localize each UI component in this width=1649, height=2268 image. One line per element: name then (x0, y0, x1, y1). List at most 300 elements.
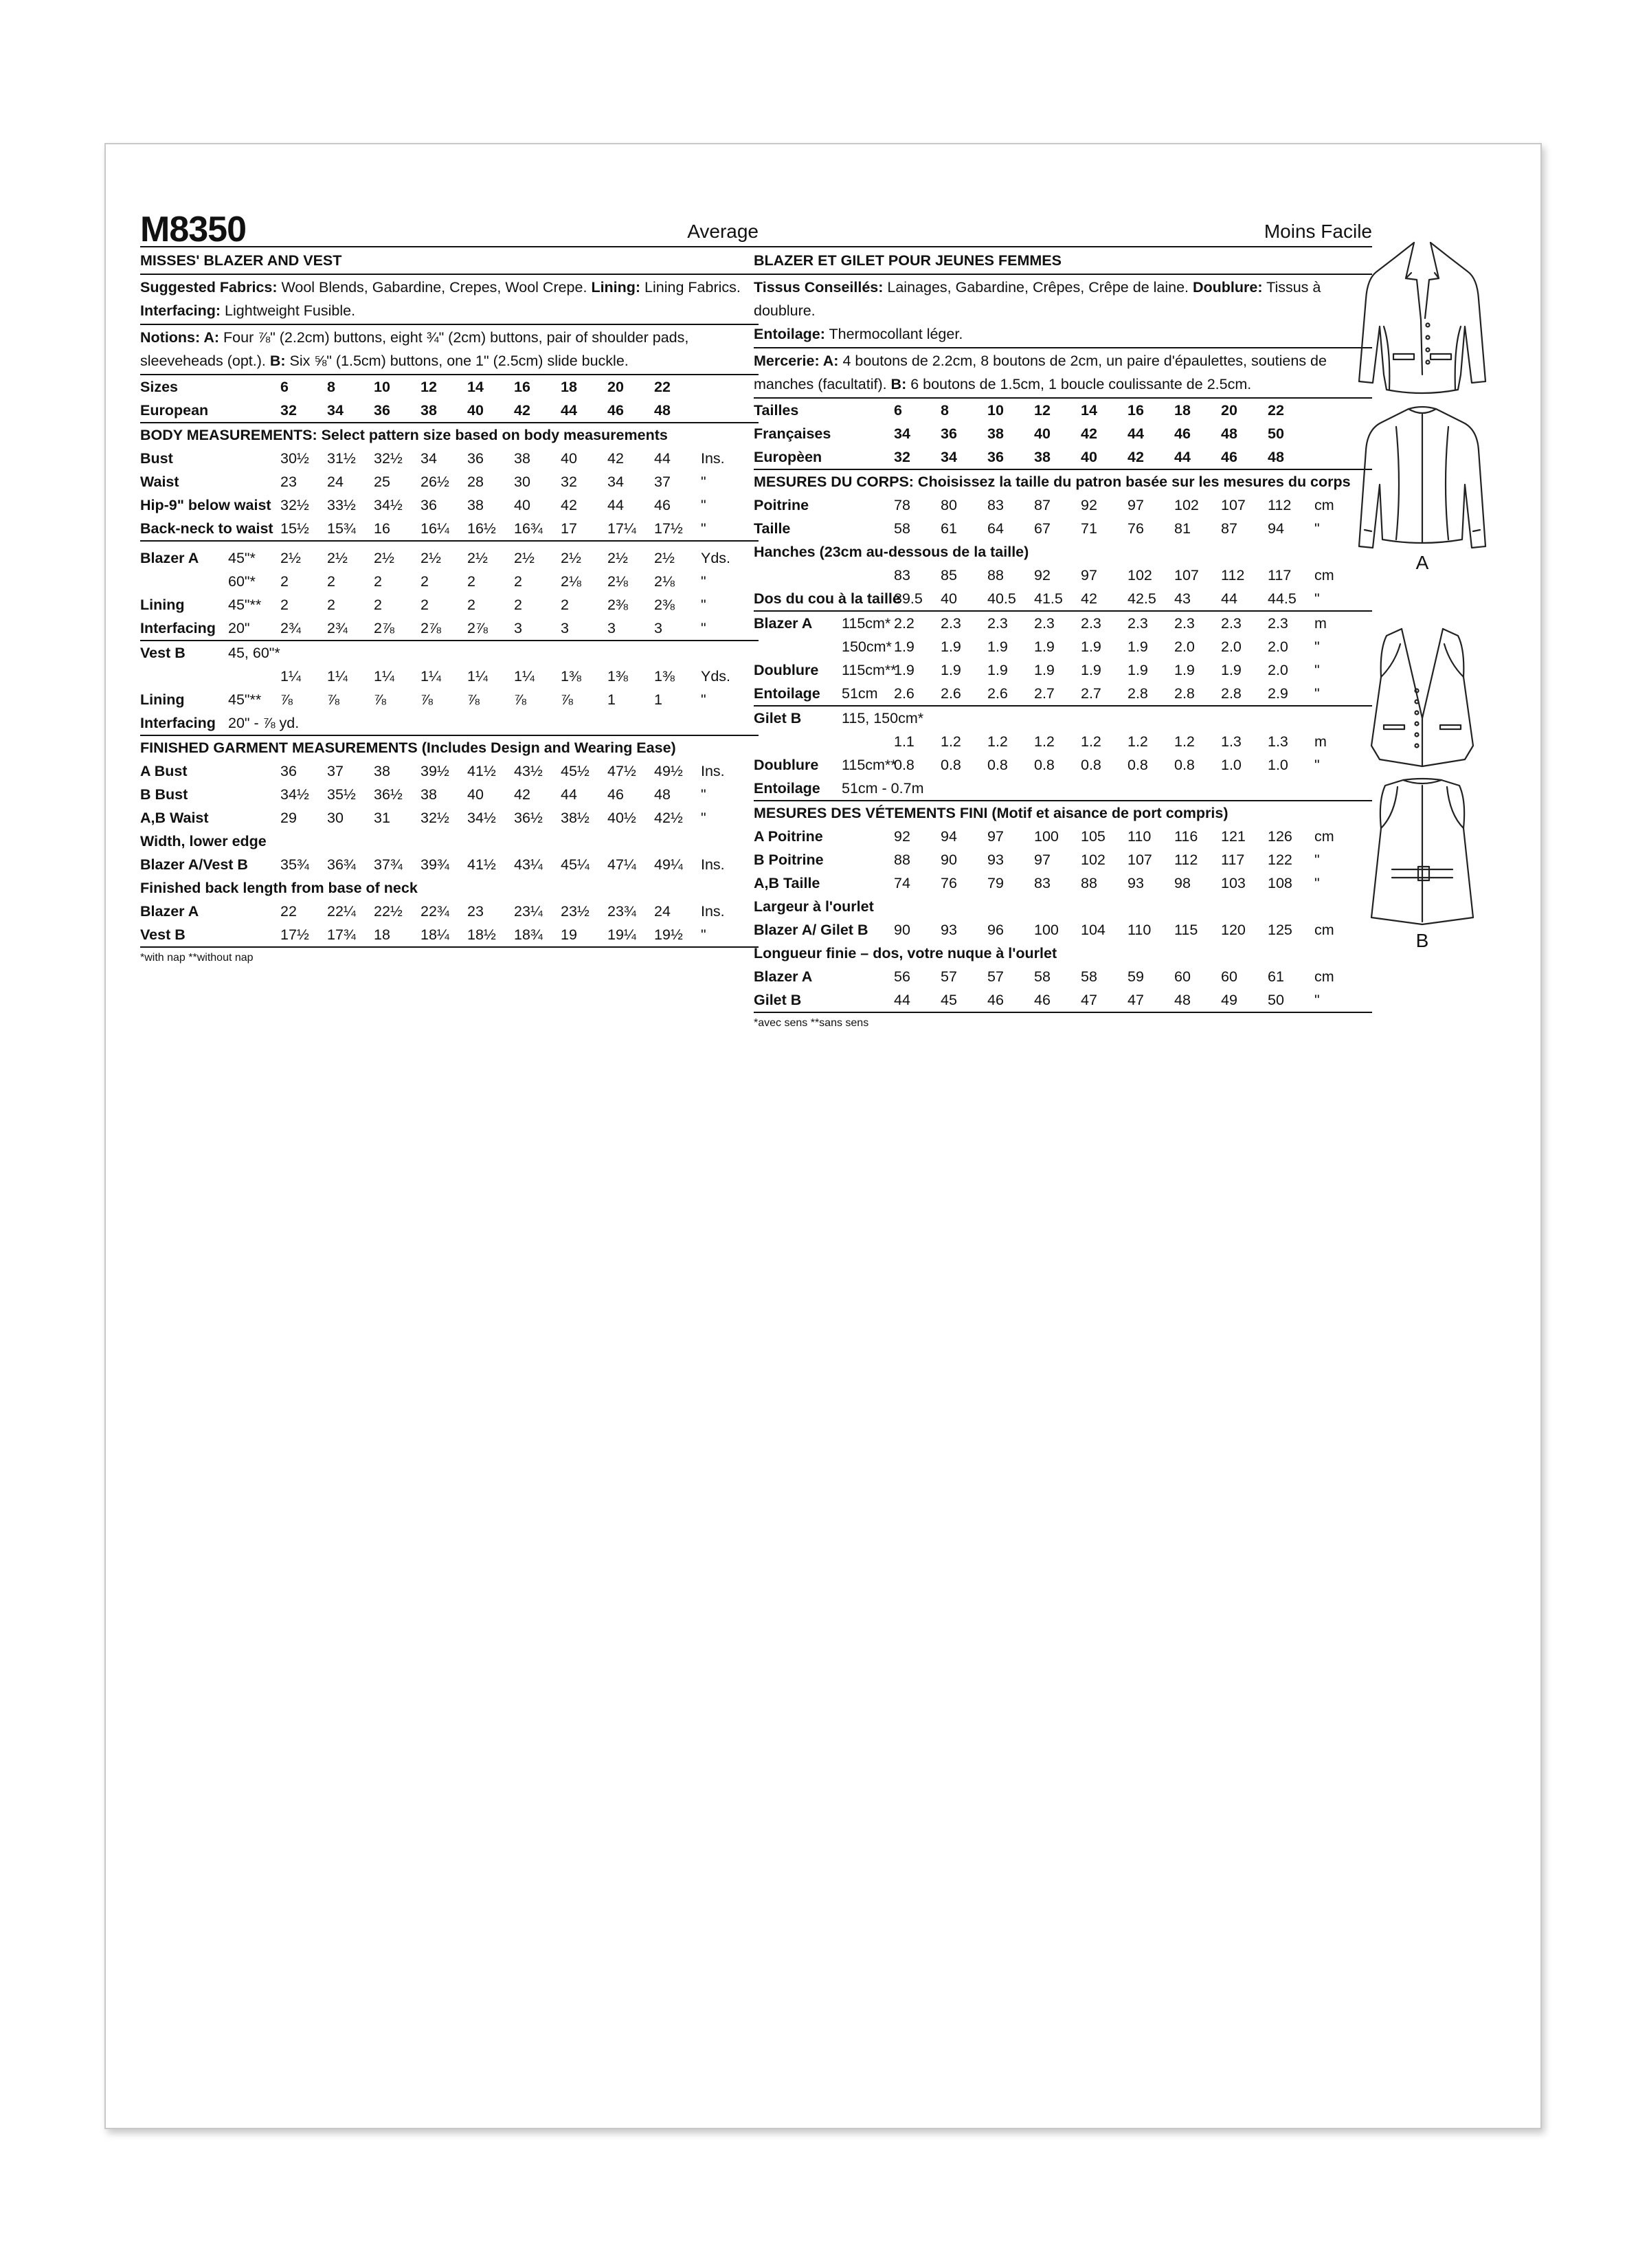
fabric-width (842, 493, 894, 517)
value-cell: 44 (561, 786, 577, 803)
fabric-width: 45"* (228, 550, 256, 566)
value-cell (987, 777, 1034, 801)
value-cell: 83 (1034, 875, 1051, 891)
value-cell (327, 641, 374, 665)
value-cell: 1.9 (1081, 662, 1101, 678)
measurement-row (140, 493, 759, 517)
row-label: Françaises (754, 425, 831, 442)
row-label (754, 635, 842, 658)
value-cell: 115 (1174, 922, 1198, 938)
fabric-width: 115cm** (842, 757, 897, 773)
value-cell: 16 (374, 520, 390, 537)
value-cell: 117 (1221, 852, 1245, 868)
unit-cell: Yds. (701, 550, 731, 566)
value-cell: 40 (467, 402, 484, 419)
value-cell: 36 (420, 497, 437, 513)
value-cell: 45¼ (561, 856, 590, 873)
value-cell: 2.6 (941, 685, 961, 702)
notions-b-lead: B: (269, 353, 286, 369)
value-cell: 1¼ (514, 668, 535, 685)
value-cell: 1¼ (327, 668, 348, 685)
value-cell: 2.6 (894, 685, 915, 702)
measurement-row (140, 759, 759, 783)
value-cell: 35½ (327, 786, 356, 803)
value-cell: 2.3 (1221, 615, 1242, 632)
value-cell (1174, 706, 1221, 730)
measurement-row (140, 593, 759, 616)
unit-cell: m (1314, 733, 1327, 750)
value-cell: 76 (1128, 520, 1144, 537)
value-cell: 36 (374, 402, 390, 419)
unit-cell: " (1314, 590, 1320, 607)
lining-lead: Doublure: (1193, 279, 1263, 296)
value-cell: 36 (941, 425, 957, 442)
suggested-fabrics (140, 276, 759, 299)
value-cell: 87 (1221, 520, 1237, 537)
measurement-row (754, 587, 1372, 611)
value-cell: 40.5 (987, 590, 1016, 607)
row-label: Sizes (140, 379, 178, 395)
blazer-a-back-drawing (1359, 407, 1485, 548)
english-column (140, 210, 759, 967)
value-cell: 41.5 (1034, 590, 1063, 607)
value-cell: 100 (1034, 828, 1059, 845)
measurement-row (140, 665, 759, 688)
value-cell: 2 (280, 573, 289, 590)
row-label: Blazer A (140, 903, 199, 920)
value-cell (514, 711, 561, 735)
measurement-row (754, 730, 1372, 753)
vest-yardage-group (140, 641, 759, 735)
row-label: Doublure (754, 757, 819, 773)
value-cell (654, 711, 701, 735)
row-label: Tailles (754, 402, 799, 419)
value-cell: 0.8 (894, 757, 915, 773)
unit-cell: " (1314, 685, 1320, 702)
value-cell: ⅞ (420, 691, 433, 708)
value-cell: 97 (987, 828, 1004, 845)
fabric-width (228, 399, 280, 423)
value-cell: 34 (607, 474, 624, 490)
value-cell: 41½ (467, 856, 496, 873)
value-cell: 23 (280, 474, 297, 490)
measurement-row (754, 895, 1372, 918)
value-cell: 1.9 (1081, 638, 1101, 655)
measurement-table (140, 375, 759, 948)
value-cell: 102 (1128, 567, 1152, 583)
value-cell: 30 (327, 810, 344, 826)
row-label: Largeur à l'ourlet (754, 898, 874, 915)
interfacing-info (140, 299, 759, 322)
value-cell: 12 (420, 379, 437, 395)
value-cell: 40 (1081, 449, 1097, 465)
value-cell: 17¼ (607, 520, 636, 537)
value-cell: 102 (1081, 852, 1106, 868)
value-cell: 44.5 (1268, 590, 1297, 607)
value-cell: 38 (987, 425, 1004, 442)
notions-text: Four ⅞" (2.2cm) buttons, eight ¾" (2cm) buttons, pair of shoulder pads, sleeveheads (opt.). (140, 329, 689, 369)
lining-text: Lining Fabrics. (640, 279, 741, 296)
value-cell: 87 (1034, 497, 1051, 513)
value-cell: 81 (1174, 520, 1191, 537)
value-cell: 78 (894, 497, 910, 513)
fabric-width (228, 923, 280, 947)
unit-cell: " (1314, 852, 1320, 868)
value-cell: 42½ (654, 810, 683, 826)
value-cell: 17½ (280, 926, 309, 943)
row-label: Europèen (754, 449, 822, 465)
notions-b-text: Six ⅝" (1.5cm) buttons, one 1" (2.5cm) slide buckle. (285, 353, 629, 369)
value-cell: 93 (987, 852, 1004, 868)
value-cell: 48 (654, 786, 671, 803)
fabric-width: 60"* (228, 573, 256, 590)
value-cell: ⅞ (327, 691, 339, 708)
header-row (140, 210, 759, 249)
value-cell: 37 (654, 474, 671, 490)
fabric-width: 150cm* (842, 638, 892, 655)
unit-cell (701, 375, 759, 399)
value-cell: 110 (1128, 922, 1152, 938)
value-cell (1268, 706, 1314, 730)
value-cell: 20 (1221, 402, 1237, 419)
value-cell: 108 (1268, 875, 1292, 891)
measurement-row (754, 635, 1372, 658)
unit-cell (701, 641, 759, 665)
measurement-row (754, 825, 1372, 848)
value-cell (1128, 777, 1174, 801)
value-cell: 88 (987, 567, 1004, 583)
value-cell: 2.3 (1268, 615, 1288, 632)
row-label (754, 730, 842, 753)
value-cell: 2½ (607, 550, 628, 566)
value-cell: 46 (987, 992, 1004, 1008)
fabric-width: 45, 60"* (228, 645, 280, 661)
value-cell (987, 706, 1034, 730)
value-cell: 1⅜ (561, 668, 581, 685)
value-cell: 2⅜ (654, 597, 675, 613)
value-cell: 112 (1174, 852, 1198, 868)
value-cell: 112 (1221, 567, 1245, 583)
value-cell: 79 (987, 875, 1004, 891)
measurement-row (140, 923, 759, 947)
value-cell: 3 (607, 620, 616, 636)
fabrics-lead: Suggested Fabrics: (140, 279, 278, 296)
value-cell: 1.2 (1034, 733, 1055, 750)
value-cell: 44 (1221, 590, 1237, 607)
value-cell: 102 (1174, 497, 1199, 513)
measurement-row (140, 853, 759, 876)
value-cell: 1.9 (894, 638, 915, 655)
value-cell: 83 (987, 497, 1004, 513)
unit-cell: " (701, 810, 706, 826)
value-cell (1034, 777, 1081, 801)
value-cell: 2⅞ (467, 620, 488, 636)
measurement-row (754, 540, 1372, 564)
row-label: Blazer A (754, 615, 813, 632)
fabric-width: 45"** (228, 691, 262, 708)
value-cell: 18 (561, 379, 577, 395)
value-cell: 1.9 (1174, 662, 1195, 678)
measurement-row (140, 570, 759, 593)
measurement-row (140, 546, 759, 570)
row-label: B Bust (140, 786, 188, 803)
fabric-width: 20" - ⅞ yd. (228, 715, 300, 731)
figure-label-b: B (1415, 930, 1429, 951)
value-cell: ⅞ (514, 691, 526, 708)
value-cell: 42 (607, 450, 624, 467)
measurement-row (754, 682, 1372, 706)
unit-cell: " (701, 691, 706, 708)
value-cell: 18½ (467, 926, 496, 943)
value-cell: 2⅜ (607, 597, 628, 613)
value-cell: 14 (467, 379, 484, 395)
value-cell: 43½ (514, 763, 543, 779)
value-cell (1268, 777, 1314, 801)
row-label: Width, lower edge (140, 833, 267, 849)
row-label: Hanches (23cm au-dessous de la taille) (754, 544, 1029, 560)
unit-cell: " (1314, 662, 1320, 678)
measurement-table (754, 399, 1372, 1013)
value-cell: 41½ (467, 763, 496, 779)
value-cell: 2 (467, 597, 475, 613)
row-label: Lining (140, 597, 185, 613)
notions-info (140, 325, 759, 375)
value-cell: 48 (1174, 992, 1191, 1008)
value-cell: 43¼ (514, 856, 543, 873)
value-cell: 1.2 (1128, 733, 1148, 750)
measurement-row (140, 616, 759, 641)
value-cell (374, 711, 420, 735)
value-cell: 0.8 (1081, 757, 1101, 773)
value-cell: 122 (1268, 852, 1292, 868)
measurement-row (754, 493, 1372, 517)
value-cell: 2.0 (1268, 638, 1288, 655)
value-cell (607, 711, 654, 735)
fabric-width (228, 900, 280, 923)
measurement-row (754, 988, 1372, 1012)
measurement-row (140, 876, 759, 900)
fabric-width: 51cm - 0.7m (842, 780, 924, 797)
value-cell: 38 (420, 786, 437, 803)
value-cell: 2.3 (1174, 615, 1195, 632)
fabric-width: 20" (228, 620, 250, 636)
measurement-row (140, 688, 759, 711)
value-cell: 2.0 (1174, 638, 1195, 655)
fabric-width (228, 470, 280, 493)
fabric-width: 115, 150cm* (842, 710, 924, 726)
value-cell: 0.8 (1174, 757, 1195, 773)
size-row (754, 399, 1372, 422)
vest-b-back-drawing (1371, 779, 1473, 924)
value-cell: 36½ (514, 810, 543, 826)
fabric-width (842, 848, 894, 871)
value-cell: 1.0 (1221, 757, 1242, 773)
unit-cell: " (701, 520, 706, 537)
value-cell: 36 (467, 450, 484, 467)
value-cell (280, 641, 327, 665)
vest-b-front-drawing (1371, 629, 1473, 766)
value-cell: 107 (1128, 852, 1152, 868)
unit-cell: Yds. (701, 668, 731, 685)
value-cell: 2 (327, 597, 335, 613)
value-cell: 1.1 (894, 733, 915, 750)
fabric-width: 51cm (842, 685, 878, 702)
value-cell: 121 (1221, 828, 1246, 845)
blazer-a-front-drawing (1359, 243, 1485, 393)
fabric-width (842, 564, 894, 587)
value-cell: 58 (1081, 968, 1097, 985)
value-cell: 94 (941, 828, 957, 845)
measurement-row (754, 777, 1372, 801)
value-cell: 44 (607, 497, 624, 513)
fabric-width (842, 988, 894, 1012)
unit-cell: m (1314, 615, 1327, 632)
row-label: A Poitrine (754, 828, 823, 845)
unit-cell (701, 711, 759, 735)
value-cell: 3 (514, 620, 522, 636)
value-cell: 2⅞ (420, 620, 441, 636)
notions-text: 4 boutons de 2.2cm, 8 boutons de 2cm, un paire d'épaulettes, soutiens de manches (facultatif). (754, 353, 1327, 392)
measurement-row (754, 965, 1372, 988)
value-cell: 16½ (467, 520, 496, 537)
unit-cell: " (701, 497, 706, 513)
value-cell: 1.9 (941, 638, 961, 655)
unit-cell: " (1314, 520, 1320, 537)
value-cell: 34 (327, 402, 344, 419)
value-cell: 42 (561, 497, 577, 513)
value-cell: 37¾ (374, 856, 403, 873)
value-cell: 42 (514, 786, 530, 803)
value-cell: 37 (327, 763, 344, 779)
value-cell: 2 (374, 573, 382, 590)
value-cell: 1¼ (374, 668, 394, 685)
value-cell (561, 641, 607, 665)
value-cell: 88 (1081, 875, 1097, 891)
measurement-row (140, 470, 759, 493)
fabric-width (228, 759, 280, 783)
body-measurements-group (754, 493, 1372, 611)
value-cell: 2.0 (1268, 662, 1288, 678)
sizes-group (754, 399, 1372, 469)
measurement-row (754, 848, 1372, 871)
value-cell: 2⅛ (607, 573, 628, 590)
value-cell: 22 (1268, 402, 1284, 419)
value-cell: 1.9 (1221, 662, 1242, 678)
row-label: Longueur finie – dos, votre nuque à l'ourlet (754, 945, 1057, 961)
value-cell: 1¼ (280, 668, 301, 685)
value-cell: 40 (514, 497, 530, 513)
value-cell: 16 (1128, 402, 1144, 419)
value-cell: 34½ (467, 810, 496, 826)
value-cell (1221, 777, 1268, 801)
value-cell: 24 (654, 903, 671, 920)
spacer (140, 541, 759, 546)
value-cell: 2 (514, 573, 522, 590)
value-cell: 2.3 (941, 615, 961, 632)
row-label: Finished back length from base of neck (140, 880, 418, 896)
row-label: Doublure (754, 662, 819, 678)
value-cell: 25 (374, 474, 390, 490)
unit-cell: " (701, 926, 706, 943)
fabric-width (842, 445, 894, 469)
row-label: Interfacing (140, 620, 216, 636)
value-cell: 2 (420, 597, 429, 613)
value-cell: 2 (514, 597, 522, 613)
value-cell: 0.8 (987, 757, 1008, 773)
measurement-row (140, 783, 759, 806)
value-cell: 1.0 (1268, 757, 1288, 773)
value-cell (941, 706, 987, 730)
finished-measurements-heading: MESURES DES VÉTEMENTS FINI (Motif et aisance de port compris) (754, 805, 1229, 821)
value-cell: 2.7 (1034, 685, 1055, 702)
value-cell: 90 (941, 852, 957, 868)
value-cell: 45½ (561, 763, 590, 779)
value-cell: 2.3 (1081, 615, 1101, 632)
value-cell: ⅞ (374, 691, 386, 708)
value-cell: 125 (1268, 922, 1292, 938)
footnote: *avec sens **sans sens (754, 1017, 869, 1029)
notions (754, 349, 1372, 396)
fabric-width (228, 447, 280, 470)
value-cell: 92 (894, 828, 910, 845)
unit-cell: cm (1314, 567, 1334, 583)
body-measurements-heading: MESURES DU CORPS: Choisissez la taille du patron basée sur les mesures du corps (754, 474, 1351, 490)
value-cell: 2½ (280, 550, 301, 566)
value-cell: 10 (987, 402, 1004, 419)
blazer-yardage-group (140, 546, 759, 641)
fabric-width (228, 375, 280, 399)
value-cell: 1 (607, 691, 616, 708)
measurement-row (754, 753, 1372, 777)
lining-lead: Lining: (591, 279, 641, 296)
value-cell: 2¾ (327, 620, 348, 636)
value-cell: 30 (514, 474, 530, 490)
value-cell: 48 (1268, 449, 1284, 465)
value-cell: 32 (561, 474, 577, 490)
value-cell: 61 (941, 520, 957, 537)
value-cell: 46 (654, 497, 671, 513)
value-cell: 40 (941, 590, 957, 607)
value-cell: 6 (894, 402, 902, 419)
unit-cell: " (1314, 992, 1320, 1008)
value-cell: 18 (1174, 402, 1191, 419)
fabric-width (842, 965, 894, 988)
row-label: Poitrine (754, 497, 809, 513)
value-cell: 49½ (654, 763, 683, 779)
fabrics-text: Wool Blends, Gabardine, Crepes, Wool Crepe. (277, 279, 592, 296)
row-label: Entoilage (754, 685, 820, 702)
value-cell: 2 (420, 573, 429, 590)
french-column (754, 214, 1372, 1032)
value-cell: 42 (1081, 425, 1097, 442)
value-cell: 2.0 (1221, 638, 1242, 655)
value-cell: 34½ (280, 786, 309, 803)
value-cell: 0.8 (1128, 757, 1148, 773)
value-cell: 1 (654, 691, 662, 708)
value-cell: 1.9 (1128, 662, 1148, 678)
row-label: Gilet B (754, 710, 802, 726)
value-cell (1081, 706, 1128, 730)
row-label: Blazer A (754, 968, 813, 985)
value-cell: 1⅜ (607, 668, 628, 685)
value-cell: 38 (467, 497, 484, 513)
row-label: Blazer A (140, 550, 199, 566)
pattern-number: M8350 (140, 210, 246, 249)
value-cell: 80 (941, 497, 957, 513)
measurement-row (754, 706, 1372, 730)
row-label: Back-neck to waist (140, 520, 273, 537)
finished-heading-group (140, 735, 759, 759)
